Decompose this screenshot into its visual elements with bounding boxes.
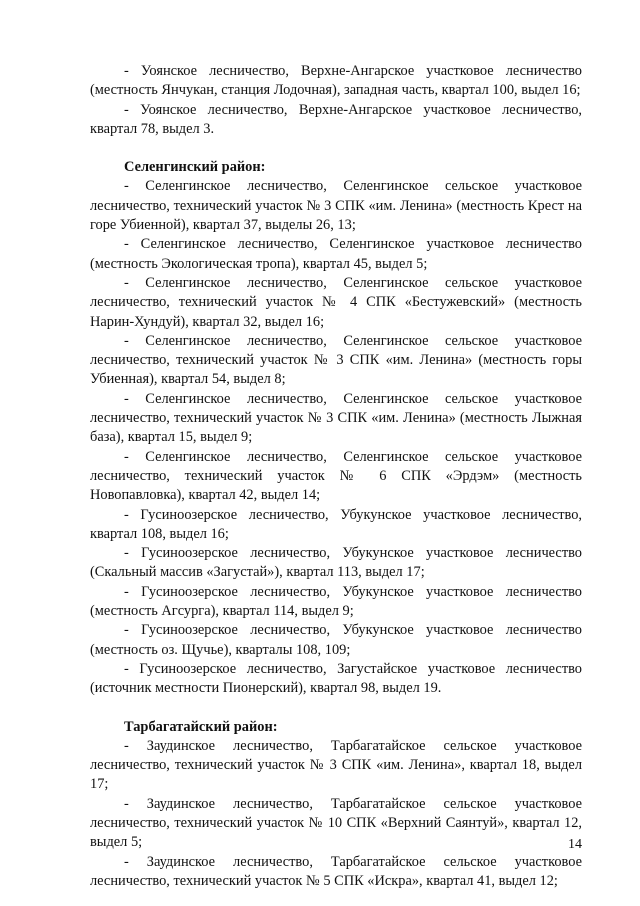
list-item: - Селенгинское лесничество, Селенгинское участковое лесничество (местность Экологическая тропа), квартал 45, выдел 5; <box>90 236 582 272</box>
list-item: - Селенгинское лесничество, Селенгинское сельское участковое лесничество, технический участок № 3 СПК «им. Ленина» (местность горы Убиенная), квартал 54, выдел 8; <box>90 332 582 388</box>
list-item: - Заудинское лесничество, Тарбагатайское сельское участковое лесничество, технический участок № 5 СПК «Искра», квартал 41, выдел 12; <box>90 853 582 889</box>
page-number: 14 <box>568 837 582 852</box>
list-item: - Селенгинское лесничество, Селенгинское сельское участковое лесничество, технический участок № 4 СПК «Бестужевский» (местность Нарин-Хундуй), квартал 32, выдел 16; <box>90 274 582 330</box>
list-item: - Селенгинское лесничество, Селенгинское сельское участковое лесничество, технический участок № 3 СПК «им. Ленина» (местность Крест на горе Убиенной), квартал 37, выделы 26, 13; <box>90 178 582 234</box>
section-heading-tarbagataysky: Тарбагатайский район: <box>124 718 278 735</box>
list-item: - Гусиноозерское лесничество, Убукунское участковое лесничество (местность Агсурга), квартал 114, выдел 9; <box>90 583 582 620</box>
paragraph: - Уоянское лесничество, Верхне-Ангарское участковое лесничество (местность Янчукан, станция Лодочная), западная часть, квартал 100, выдел 16; <box>90 63 582 99</box>
list-item: - Гусиноозерское лесничество, Убукунское участковое лесничество (Скальный массив «Загустай»), квартал 113, выдел 17; <box>90 545 582 581</box>
list-item: - Селенгинское лесничество, Селенгинское сельское участковое лесничество, технический участок № 3 СПК «им. Ленина» (местность Лыжная база), квартал 15, выдел 9; <box>90 390 582 446</box>
list-item: - Гусиноозерское лесничество, Убукунское участковое лесничество, квартал 108, выдел 16; <box>90 506 582 542</box>
spacer <box>90 139 582 158</box>
list-item: - Гусиноозерское лесничество, Загустайское участковое лесничество (источник местности Пионерский), квартал 98, выдел 19. <box>90 660 582 697</box>
list-item: - Заудинское лесничество, Тарбагатайское сельское участковое лесничество, технический участок № 10 СПК «Верхний Саянтуй», квартал 12, выдел 5; <box>90 795 582 851</box>
section-heading-selenginsky: Селенгинский район: <box>124 159 266 176</box>
paragraph: - Уоянское лесничество, Верхне-Ангарское участковое лесничество, квартал 78, выдел 3. <box>90 101 582 137</box>
list-item: - Заудинское лесничество, Тарбагатайское сельское участковое лесничество, технический участок № 3 СПК «им. Ленина», квартал 18, выдел 17; <box>90 737 582 793</box>
list-item: - Гусиноозерское лесничество, Убукунское участковое лесничество (местность оз. Щучье), кварталы 108, 109; <box>90 622 582 658</box>
document-body <box>90 62 582 891</box>
spacer <box>90 699 582 718</box>
list-item: - Селенгинское лесничество, Селенгинское сельское участковое лесничество, технический участок № 6 СПК «Эрдэм» (местность Новопавловка), квартал 42, выдел 14; <box>90 448 582 504</box>
